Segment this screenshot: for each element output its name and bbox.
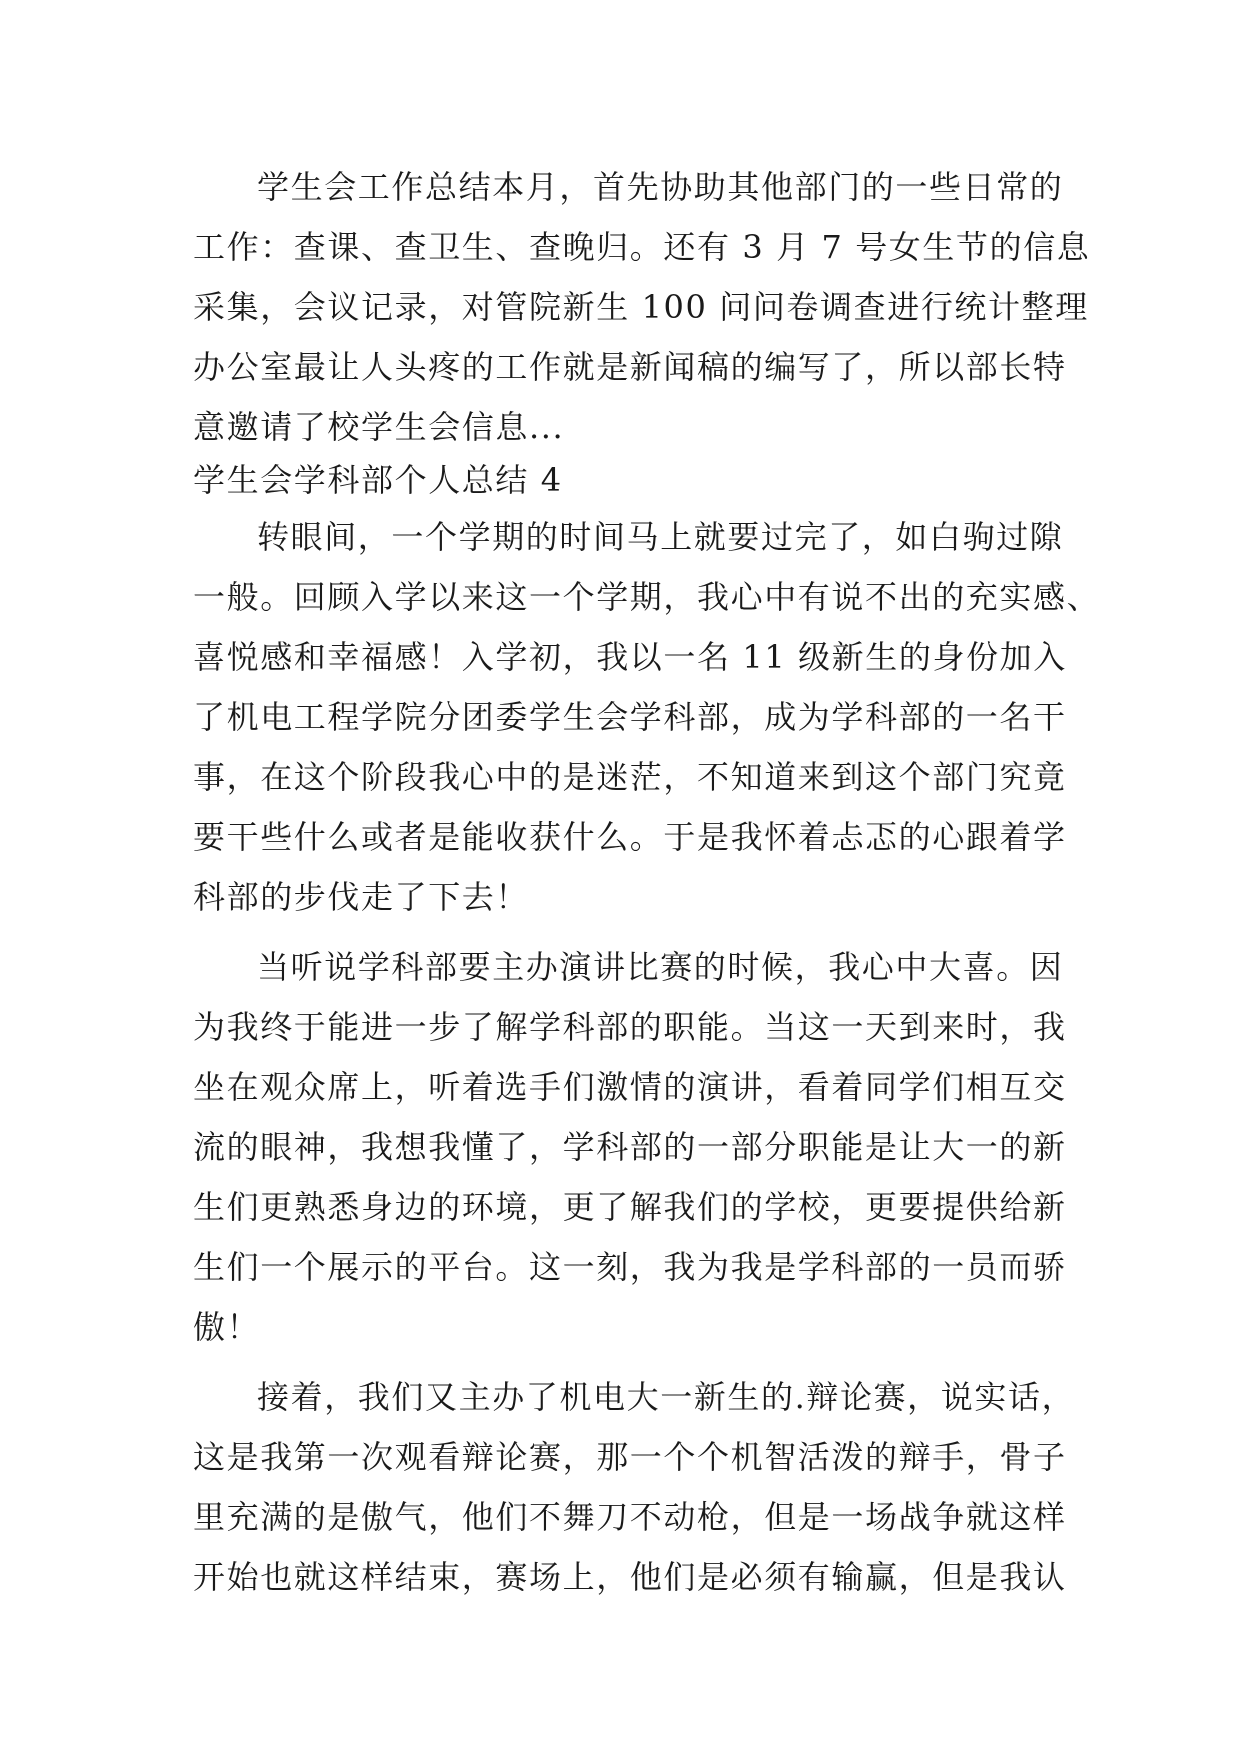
paragraph-1-line-3: 采集，会议记录，对管院新生 100 问问卷调查进行统计整理 [193,288,1089,326]
paragraph-2-line-2: 一般。回顾入学以来这一个学期，我心中有说不出的充实感、 [193,578,1101,616]
paragraph-2-line-6: 要干些什么或者是能收获什么。于是我怀着忐忑的心跟着学 [193,818,1067,856]
paragraph-1-line-4: 办公室最让人头疼的工作就是新闻稿的编写了，所以部长特 [193,348,1067,386]
paragraph-2-line-5: 事，在这个阶段我心中的是迷茫，不知道来到这个部门究竟 [193,758,1067,796]
paragraph-1-line-1: 学生会工作总结本月，首先协助其他部门的一些日常的 [257,168,1064,206]
paragraph-2-line-7: 科部的步伐走了下去！ [193,878,530,916]
paragraph-3-line-1: 当听说学科部要主办演讲比赛的时候，我心中大喜。因 [257,948,1064,986]
paragraph-4-line-4: 开始也就这样结束，赛场上，他们是必须有输赢，但是我认 [193,1558,1067,1596]
paragraph-3-line-6: 生们一个展示的平台。这一刻，我为我是学科部的一员而骄 [193,1248,1067,1286]
paragraph-3-line-7: 傲！ [193,1308,261,1346]
paragraph-1-line-5: 意邀请了校学生会信息... [193,408,565,446]
paragraph-2-line-1: 转眼间，一个学期的时间马上就要过完了，如白驹过隙 [257,518,1064,556]
paragraph-4-line-2: 这是我第一次观看辩论赛，那一个个机智活泼的辩手，骨子 [193,1438,1067,1476]
paragraph-3-line-3: 坐在观众席上，听着选手们激情的演讲，看着同学们相互交 [193,1068,1067,1106]
paragraph-3-line-5: 生们更熟悉身边的环境，更了解我们的学校，更要提供给新 [193,1188,1067,1226]
paragraph-2-line-3: 喜悦感和幸福感！入学初，我以一名 11 级新生的身份加入 [193,638,1067,676]
paragraph-3-line-2: 为我终于能进一步了解学科部的职能。当这一天到来时，我 [193,1008,1067,1046]
paragraph-2-line-4: 了机电工程学院分团委学生会学科部，成为学科部的一名干 [193,698,1067,736]
paragraph-1-line-2: 工作：查课、查卫生、查晚归。还有 3 月 7 号女生节的信息 [193,228,1091,266]
paragraph-4-line-3: 里充满的是傲气，他们不舞刀不动枪，但是一场战争就这样 [193,1498,1067,1536]
paragraph-4-line-1: 接着，我们又主办了机电大一新生的.辩论赛，说实话， [257,1378,1076,1416]
section-heading: 学生会学科部个人总结 4 [193,461,563,499]
paragraph-3-line-4: 流的眼神，我想我懂了，学科部的一部分职能是让大一的新 [193,1128,1067,1166]
